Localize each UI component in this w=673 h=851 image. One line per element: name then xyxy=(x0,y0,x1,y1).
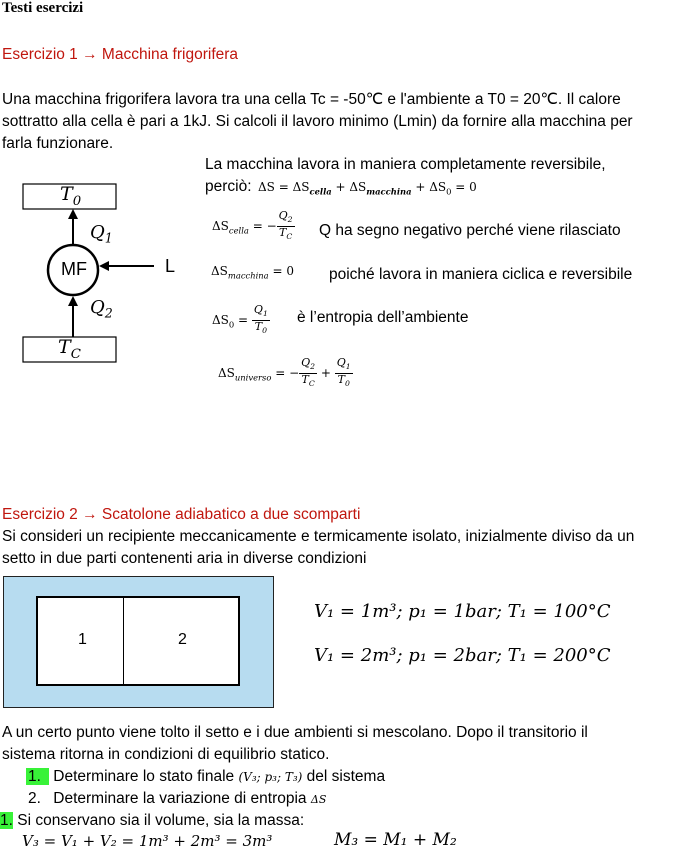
reversible-line1: La macchina lavora in maniera completamente reversibile, xyxy=(205,156,606,173)
cold-reservoir-label: $T_C$ xyxy=(58,336,81,362)
machine-label: MF xyxy=(61,259,87,279)
delta-s-ambiente-formula: $\Delta S_0$ = $\frac{Q_1}{T_0}$ xyxy=(212,303,268,336)
work-label: L xyxy=(165,256,176,276)
compartment-1 xyxy=(36,596,126,686)
refrigerator-diagram xyxy=(22,180,182,370)
note-macchina: poiché lavora in maniera ciclica e reversibile xyxy=(329,266,633,283)
question-1-tail: del sistema xyxy=(306,768,386,785)
entropy-sum-formula: $\Delta S = \Delta S_{cella} + \Delta S_{macchina} + \Delta S_0 = 0$ xyxy=(258,180,477,197)
exercise-1-text-line2: sottratto alla cella è pari a 1kJ. Si calcoli il lavoro minimo (Lmin) da fornire alla macchina per xyxy=(2,113,633,130)
mass-conservation: M₃ = M₁ + M₂ xyxy=(334,830,457,850)
exercise-2-text-line1: Si consideri un recipiente meccanicamente e termicamente isolato, inizialmente diviso da un xyxy=(2,528,635,545)
question-1-text: Determinare lo stato finale xyxy=(53,768,235,785)
condition-1: V₁ = 1m³; p₁ = 1bar; T₁ = 100°C xyxy=(314,601,611,622)
compartment-2 xyxy=(123,596,240,686)
condition-2: V₁ = 2m³; p₁ = 2bar; T₁ = 200°C xyxy=(314,645,611,666)
question-1-formula: (V₃; p₃; T₃) xyxy=(238,770,303,784)
question-1-number: 1. xyxy=(26,768,49,785)
compartment-2-label: 2 xyxy=(178,631,187,648)
after-text-line2: sistema ritorna in condizioni di equilibrio statico. xyxy=(2,746,330,763)
solution-1-number: 1. xyxy=(0,812,13,829)
compartment-1-label: 1 xyxy=(78,631,87,648)
solution-1 xyxy=(0,810,304,833)
volume-conservation: V₃ = V₁ + V₂ = 1m³ + 2m³ = 3m³ xyxy=(22,832,273,850)
exercise-1-text-line1: Una macchina frigorifera lavora tra una cella Tc = -50℃ e l'ambiente a T0 = 20℃. Il calore xyxy=(2,91,621,108)
exercise-2-text-line2: setto in due parti contenenti aria in diverse condizioni xyxy=(2,550,367,567)
hot-reservoir-label: $T_0$ xyxy=(60,183,82,209)
page-title: Testi esercizi xyxy=(2,0,84,16)
question-2-text: Determinare la variazione di entropia xyxy=(53,790,307,807)
after-text-line1: A un certo punto viene tolto il setto e i due ambienti si mescolano. Dopo il transitorio il xyxy=(2,724,588,741)
question-2-formula: ΔS xyxy=(310,793,327,806)
exercise-2-heading: Esercizio 2 → Scatolone adiabatico a due scomparti xyxy=(2,506,361,523)
note-ambiente: è l’entropia dell’ambiente xyxy=(297,309,469,326)
solution-1-text: Si conservano sia il volume, sia la massa: xyxy=(17,812,305,829)
q2-label: $Q_2$ xyxy=(90,297,113,321)
question-1 xyxy=(26,766,385,789)
delta-s-macchina-formula: $\Delta S_{macchina} = 0$ xyxy=(211,264,294,281)
exercise-1-heading: Esercizio 1 → Macchina frigorifera xyxy=(2,46,239,63)
question-2 xyxy=(28,788,326,812)
note-cella: Q ha segno negativo perché viene rilasciato xyxy=(319,222,621,239)
question-2-number: 2. xyxy=(28,790,41,807)
q1-label: $Q_1$ xyxy=(90,222,113,246)
delta-s-universo-formula: $\Delta S_{universo}$ = − $\frac{Q_2}{T_C}$ + $\frac{Q_1}{T_0}$ xyxy=(218,356,351,389)
exercise-1-text-line3: farla funzionare. xyxy=(2,135,114,152)
delta-s-cella-formula: $\Delta S_{cella}$ = − $\frac{Q_2}{T_C}$ xyxy=(212,209,293,242)
reversible-line2: perciò: xyxy=(205,178,252,195)
adiabatic-container xyxy=(3,576,274,708)
